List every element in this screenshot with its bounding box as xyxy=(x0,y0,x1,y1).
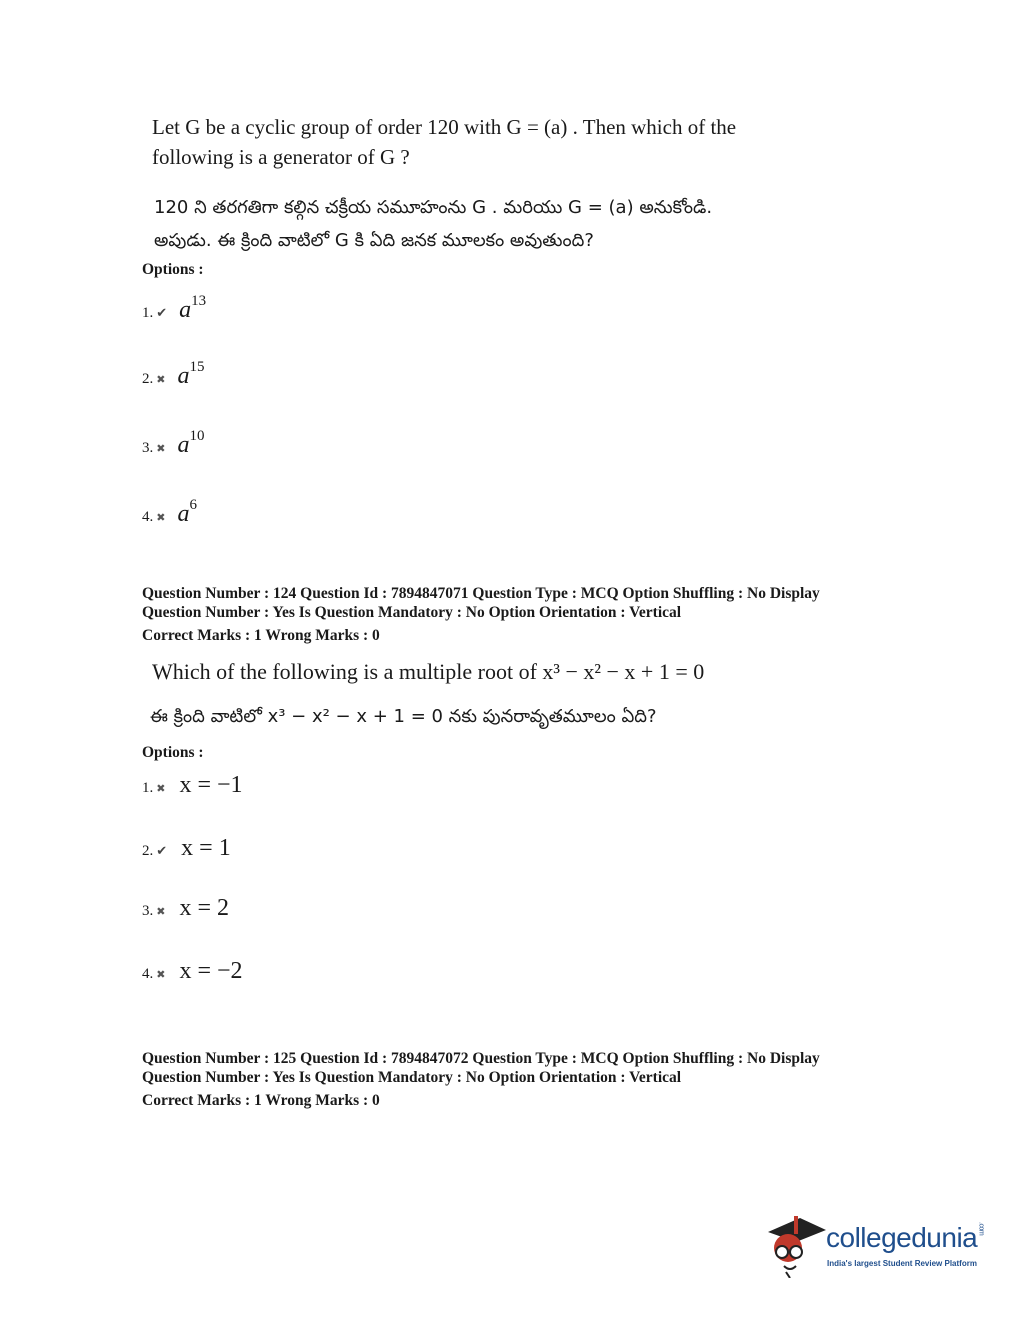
q125-meta-line-2: Question Number : Yes Is Question Mandatory : No Option Orientation : Vertical xyxy=(142,1069,682,1086)
option-base: a xyxy=(179,297,192,323)
option-value: x = −2 xyxy=(179,958,243,984)
check-icon: ✔ xyxy=(156,306,168,321)
option-number: 1. xyxy=(142,780,154,796)
q123-telugu-line-1: 120 ని తరగతిగా కల్గిన చక్రీయ సమూహంను G . మరియు G = (a) అనుకోండి. xyxy=(154,197,713,218)
option-exponent: 6 xyxy=(189,497,197,513)
q123-telugu-line-2: అపుడు. ఈ క్రింది వాటిలో G కి ఏది జనక మూలకం అవుతుంది? xyxy=(154,230,594,251)
q124-english-question: Which of the following is a multiple root of x³ − x² − x + 1 = 0 xyxy=(152,659,705,684)
q123-option-2 xyxy=(142,359,204,390)
option-value: x = −1 xyxy=(179,772,243,798)
option-exponent: 10 xyxy=(189,428,205,444)
mascot-icon xyxy=(766,1210,828,1278)
option-number: 1. xyxy=(142,305,154,321)
option-exponent: 13 xyxy=(191,293,207,309)
option-number: 2. xyxy=(142,843,154,859)
q124-meta-line-2: Question Number : Yes Is Question Mandatory : No Option Orientation : Vertical xyxy=(142,604,682,621)
q123-options-label: Options : xyxy=(142,261,204,278)
option-value: x = 2 xyxy=(179,895,230,921)
q125-meta-line-1: Question Number : 125 Question Id : 7894847072 Question Type : MCQ Option Shuffling : No Display xyxy=(142,1050,820,1067)
cross-icon: ✖ xyxy=(156,442,166,455)
option-base: a xyxy=(177,363,190,389)
q123-english-line-1: Let G be a cyclic group of order 120 with G = (a) . Then which of the xyxy=(152,115,737,139)
logo-tagline: India's largest Student Review Platform xyxy=(827,1259,977,1268)
logo-suffix: .com xyxy=(977,1222,985,1236)
q124-option-2 xyxy=(142,835,231,862)
q124-option-1 xyxy=(142,772,243,799)
q124-telugu-question: ఈ క్రింది వాటిలో x³ − x² − x + 1 = 0 నకు పునరావృతమూలం ఏది? xyxy=(150,706,657,727)
q125-meta-line-3: Correct Marks : 1 Wrong Marks : 0 xyxy=(142,1092,380,1109)
cross-icon: ✖ xyxy=(156,511,166,524)
collegedunia-logo xyxy=(766,1210,996,1285)
option-number: 4. xyxy=(142,509,154,525)
cross-icon: ✖ xyxy=(156,968,166,981)
cross-icon: ✖ xyxy=(156,373,166,386)
option-base: a xyxy=(177,432,190,458)
q124-option-3 xyxy=(142,895,229,922)
option-base: a xyxy=(177,501,190,527)
q123-option-4 xyxy=(142,497,197,528)
option-exponent: 15 xyxy=(189,359,205,375)
q124-meta-line-1: Question Number : 124 Question Id : 7894847071 Question Type : MCQ Option Shuffling : No Display xyxy=(142,585,820,602)
option-number: 2. xyxy=(142,371,154,387)
logo-name: collegedunia xyxy=(826,1222,978,1253)
q123-option-1 xyxy=(142,293,206,324)
q123-english-line-2: following is a generator of G ? xyxy=(152,145,410,169)
cross-icon: ✖ xyxy=(156,905,166,918)
cross-icon: ✖ xyxy=(156,782,166,795)
option-number: 4. xyxy=(142,966,154,982)
option-number: 3. xyxy=(142,440,154,456)
option-value: x = 1 xyxy=(181,835,231,861)
q124-meta-line-3: Correct Marks : 1 Wrong Marks : 0 xyxy=(142,627,380,644)
q124-option-4 xyxy=(142,958,243,985)
q124-options-label: Options : xyxy=(142,744,204,761)
check-icon: ✔ xyxy=(156,844,168,859)
option-number: 3. xyxy=(142,903,154,919)
q123-option-3 xyxy=(142,428,204,459)
